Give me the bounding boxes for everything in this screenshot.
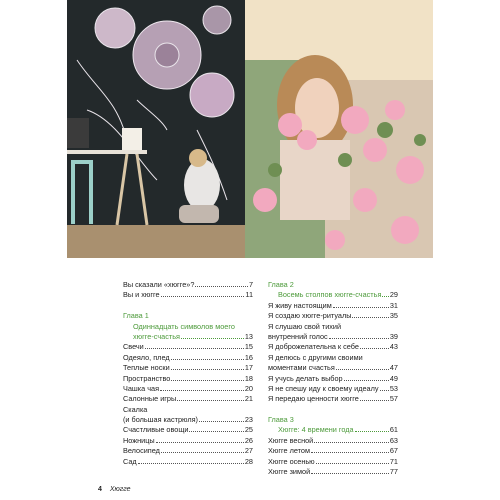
toc-leader-dots	[333, 307, 389, 308]
toc-page-number: 47	[389, 363, 398, 373]
toc-leader-dots	[161, 452, 244, 453]
toc-column-right	[268, 281, 398, 478]
toc-leader-dots	[352, 317, 388, 318]
toc-leader-dots	[311, 473, 389, 474]
toc-entry-title: Сад	[123, 456, 137, 466]
toc-entry-title: Я живу настоящим	[268, 300, 332, 310]
toc-entry-title: Счастливые овощи	[123, 425, 189, 435]
toc-leader-dots	[311, 452, 389, 453]
toc-entry-title: Восемь столпов хюгге-счастья	[278, 290, 382, 300]
toc-leader-dots	[171, 380, 244, 381]
toc-page-number: 13	[244, 331, 253, 341]
toc-page-number: 49	[389, 373, 398, 383]
toc-leader-dots	[195, 286, 248, 287]
toc-page-number: 29	[389, 290, 398, 300]
toc-entry-title: Ножницы	[123, 435, 155, 445]
toc-leader-dots	[360, 400, 389, 401]
toc-page-number: 16	[244, 352, 253, 362]
toc-page-number: 15	[244, 342, 253, 352]
toc-entry-title: Хюгге весной	[268, 435, 314, 445]
toc-page-number: 20	[244, 383, 253, 393]
toc-entry-title: Одиннадцать символов моего	[133, 321, 235, 331]
toc-entry	[268, 395, 398, 405]
toc-leader-dots	[189, 431, 243, 432]
toc-leader-dots	[316, 463, 389, 464]
toc-leader-dots	[314, 442, 389, 443]
toc-page-number: 61	[389, 425, 398, 435]
toc-entry	[123, 364, 253, 374]
toc-entry-title: Хюгге: 4 времени года	[278, 425, 354, 435]
toc-entry-title: Я не спешу иду к своему идеалу	[268, 383, 379, 393]
toc-entry-title: Вы сказали «хюгге»?	[123, 280, 195, 289]
toc-entry-title: Я передаю ценности хюгге	[268, 394, 359, 404]
toc-chapter-label: Глава 2	[268, 280, 294, 289]
toc-entry-title: (и большая кастрюля)	[123, 415, 198, 425]
toc-page-number: 43	[389, 342, 398, 352]
toc-entry-title: Вы и хюгге	[123, 290, 160, 300]
toc-entry-title: Чашка чая	[123, 383, 160, 393]
toc-page-number: 53	[389, 383, 398, 393]
toc-page-number: 23	[244, 415, 253, 425]
toc-page-number: 11	[245, 290, 253, 300]
toc-entry-title: Теплые носки	[123, 363, 170, 373]
chalk-flowers-photo	[67, 0, 245, 258]
toc-chapter-label: Глава 3	[268, 415, 294, 425]
toc-entry-title: хюгге-счастья	[133, 331, 180, 341]
toc-page-number: 28	[244, 456, 253, 466]
toc-entry	[268, 364, 398, 374]
toc-leader-dots	[156, 442, 244, 443]
toc-leader-dots	[329, 338, 389, 339]
toc-page-number: 21	[244, 394, 253, 404]
toc-page-number: 77	[389, 467, 398, 477]
toc-entry-title: Пространство	[123, 373, 171, 383]
toc-entry-title: моментами счастья	[268, 363, 335, 373]
toc-leader-dots	[177, 400, 244, 401]
toc-leader-dots	[181, 338, 244, 339]
toc-entry-title: Одеяло, плед	[123, 352, 170, 362]
toc-entry-title: Я слушаю свой тихий	[268, 321, 342, 331]
toc-entry	[268, 312, 398, 322]
toc-column-left	[123, 281, 253, 468]
toc-leader-dots	[199, 421, 244, 422]
toc-leader-dots	[160, 390, 244, 391]
toc-page-number: 25	[244, 425, 253, 435]
running-title: Хюгге	[109, 486, 131, 493]
toc-entry-title: Свечи	[123, 342, 144, 352]
toc-entry-title: внутренний голос	[268, 331, 328, 341]
toc-page-number: 17	[244, 363, 253, 373]
toc-page-number: 27	[244, 446, 253, 456]
toc-page-number: 18	[244, 373, 253, 383]
toc-entry	[123, 291, 253, 301]
toc-entry-title: Хюгге зимой	[268, 467, 311, 477]
toc-page-number: 71	[389, 456, 398, 466]
toc-leader-dots	[145, 348, 244, 349]
toc-chapter-label: Глава 1	[123, 311, 149, 321]
toc-page-number: 67	[389, 446, 398, 456]
toc-page-number: 7	[248, 280, 253, 289]
page-footer	[98, 486, 131, 493]
toc-entry	[268, 468, 398, 478]
toc-leader-dots	[380, 390, 389, 391]
toc-page-number: 39	[389, 331, 398, 341]
toc-entry	[123, 458, 253, 468]
toc-page-number: 63	[389, 435, 398, 445]
toc-leader-dots	[171, 359, 244, 360]
toc-entry-title: Я создаю хюгге-ритуалы	[268, 311, 352, 321]
toc-entry-title: Хюгге осенью	[268, 456, 315, 466]
toc-leader-dots	[382, 296, 388, 297]
toc-leader-dots	[355, 431, 389, 432]
toc-page-number: 26	[244, 435, 253, 445]
smelling-roses-photo	[245, 0, 433, 258]
toc-leader-dots	[161, 296, 245, 297]
page-number: 4	[98, 486, 102, 493]
toc-page-number: 35	[389, 311, 398, 321]
toc-entry-title: Скалка	[123, 404, 148, 414]
toc-entry-title: Салонные игры	[123, 394, 177, 404]
toc-page-number: 57	[389, 394, 398, 404]
toc-leader-dots	[360, 348, 389, 349]
toc-page-number: 31	[389, 300, 398, 310]
toc-entry-title: Я доброжелательна к себе	[268, 342, 359, 352]
toc-leader-dots	[138, 463, 244, 464]
toc-entry-title: Я делюсь с другими своими	[268, 352, 363, 362]
toc-entry-title: Велосипед	[123, 446, 160, 456]
toc-entry-title: Я учусь делать выбор	[268, 373, 343, 383]
toc-leader-dots	[171, 369, 244, 370]
toc-entry	[123, 447, 253, 457]
toc-leader-dots	[344, 380, 389, 381]
toc-entry-title: Хюгге летом	[268, 446, 310, 456]
toc-leader-dots	[336, 369, 389, 370]
